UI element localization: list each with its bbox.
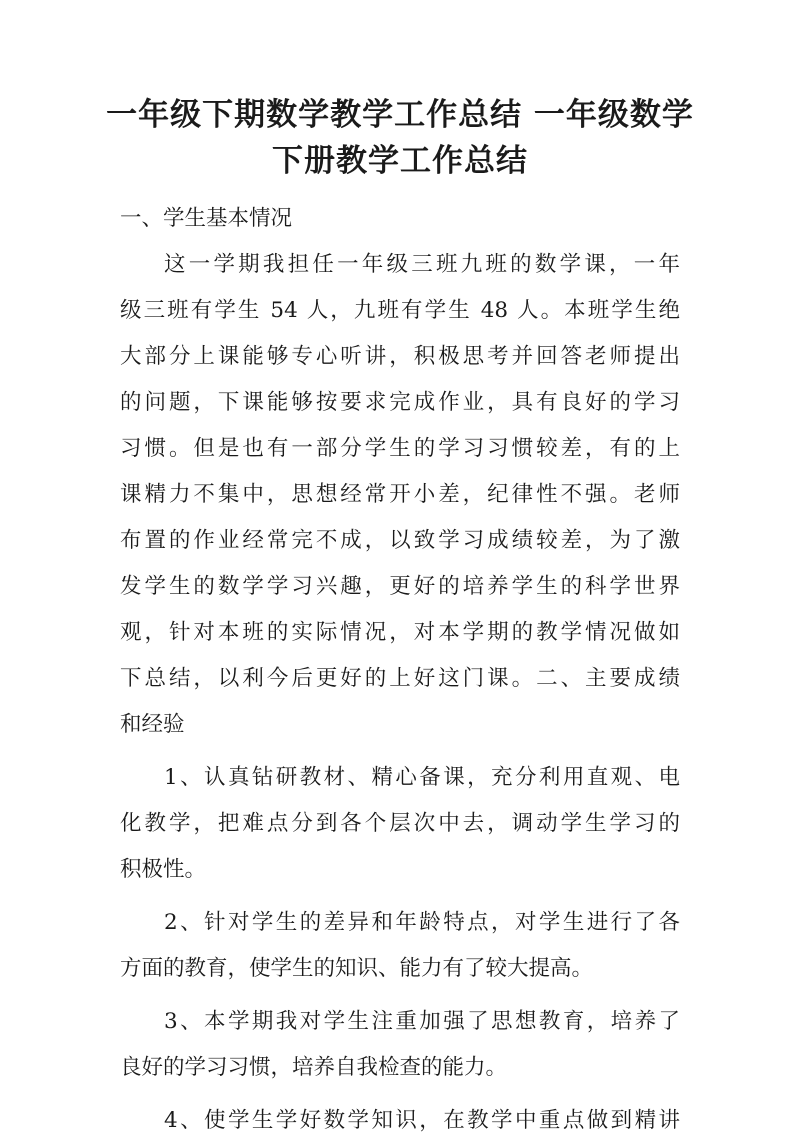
title-line-2: 下册教学工作总结 bbox=[272, 143, 528, 179]
paragraph-line: 大部分上课能够专心听讲，积极思考并回答老师提出 bbox=[120, 344, 680, 369]
paragraph-line: 课精力不集中，思想经常开小差，纪律性不强。老师 bbox=[120, 482, 680, 507]
paragraph-line: 下总结，以利今后更好的上好这门课。二、主要成绩 bbox=[120, 666, 680, 691]
paragraph-student-situation bbox=[120, 242, 680, 748]
paragraph-line: 化教学，把难点分到各个层次中去，调动学生学习的 bbox=[120, 811, 680, 836]
paragraph-line: 1、认真钻研教材、精心备课，充分利用直观、电 bbox=[164, 765, 680, 790]
paragraph-line: 方面的教育，使学生的知识、能力有了较大提高。 bbox=[120, 956, 594, 981]
document-body bbox=[120, 196, 680, 1144]
paragraph-line: 和经验 bbox=[120, 712, 185, 737]
paragraph-line: 良好的学习习惯，培养自我检查的能力。 bbox=[120, 1055, 508, 1080]
paragraph-line: 级三班有学生 54 人，九班有学生 48 人。本班学生绝 bbox=[120, 298, 680, 323]
document-title bbox=[100, 92, 700, 184]
paragraph-line: 2、针对学生的差异和年龄特点，对学生进行了各 bbox=[164, 910, 680, 935]
list-item-2 bbox=[120, 900, 680, 992]
section-heading: 一、学生基本情况 bbox=[120, 206, 293, 231]
list-item-1 bbox=[120, 755, 680, 893]
paragraph-line: 的问题，下课能够按要求完成作业，具有良好的学习 bbox=[120, 390, 680, 415]
paragraph-line: 观，针对本班的实际情况，对本学期的教学情况做如 bbox=[120, 620, 680, 645]
paragraph-line: 布置的作业经常完不成，以致学习成绩较差，为了激 bbox=[120, 528, 680, 553]
paragraph-line: 4、使学生学好数学知识，在教学中重点做到精讲 bbox=[164, 1108, 680, 1133]
paragraph-line: 积极性。 bbox=[120, 857, 207, 882]
paragraph-line: 3、本学期我对学生注重加强了思想教育，培养了 bbox=[164, 1009, 680, 1034]
paragraph-line: 发学生的数学学习兴趣，更好的培养学生的科学世界 bbox=[120, 574, 680, 599]
list-item-3 bbox=[120, 999, 680, 1091]
title-line-1: 一年级下期数学教学工作总结 一年级数学 bbox=[106, 97, 694, 133]
paragraph-line: 这一学期我担任一年级三班九班的数学课，一年 bbox=[164, 252, 680, 277]
list-item-4 bbox=[120, 1098, 680, 1144]
paragraph-line: 习惯。但是也有一部分学生的学习习惯较差，有的上 bbox=[120, 436, 680, 461]
